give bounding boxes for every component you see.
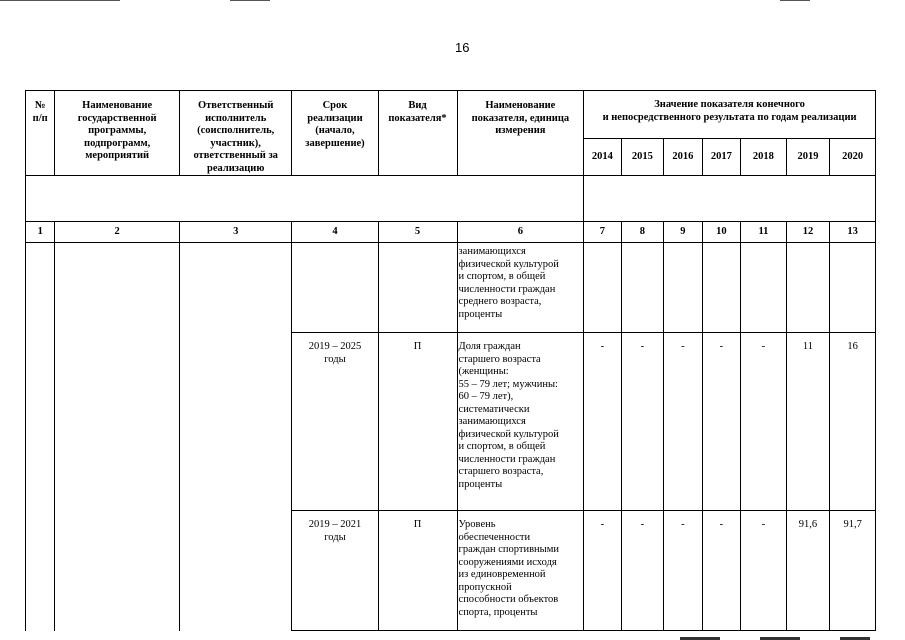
header-spacer — [584, 176, 876, 222]
cell-value: 91,6 — [786, 511, 830, 631]
cell-term — [292, 243, 378, 333]
cell-program — [55, 243, 180, 631]
cell-value — [621, 243, 664, 333]
header-year: 2018 — [741, 138, 787, 175]
cell-term: 2019 – 2021 годы — [292, 511, 378, 631]
cell-value: - — [702, 333, 740, 511]
cell-value: - — [621, 333, 664, 511]
column-number: 6 — [457, 222, 584, 243]
column-number: 11 — [741, 222, 787, 243]
cell-value — [702, 243, 740, 333]
header-year: 2015 — [621, 138, 664, 175]
column-number: 12 — [786, 222, 830, 243]
cell-value — [830, 243, 876, 333]
cell-executor — [179, 243, 291, 631]
cell-type: П — [378, 333, 457, 511]
cell-value: 11 — [786, 333, 830, 511]
header-term: Срок реализации (начало, завершение) — [292, 91, 378, 176]
header-year: 2014 — [584, 138, 621, 175]
cell-type — [378, 243, 457, 333]
cell-value — [741, 243, 787, 333]
cell-indicator: Доля граждан старшего возраста (женщины: 55 – 79 лет; мужчины: 60 – 79 лет), систематически занимающихся физической культурой и спортом, в общей численности граждан старшего возраста, проценты — [457, 333, 584, 511]
cell-value — [786, 243, 830, 333]
column-number: 13 — [830, 222, 876, 243]
cell-value: - — [584, 333, 621, 511]
column-number: 3 — [179, 222, 291, 243]
header-indicator: Наименование показателя, единица измерения — [457, 91, 584, 176]
header-type: Вид показателя* — [378, 91, 457, 176]
cell-value — [584, 243, 621, 333]
cell-value: - — [621, 511, 664, 631]
column-number: 9 — [664, 222, 702, 243]
cell-value: - — [664, 333, 702, 511]
cell-term: 2019 – 2025 годы — [292, 333, 378, 511]
cell-value: 91,7 — [830, 511, 876, 631]
table-row — [26, 243, 876, 333]
column-number: 5 — [378, 222, 457, 243]
cell-num — [26, 243, 55, 631]
header-executor: Ответственный исполнитель (соисполнитель, участник), ответственный за реализацию — [179, 91, 291, 176]
column-number: 2 — [55, 222, 180, 243]
column-number: 4 — [292, 222, 378, 243]
header-year: 2016 — [664, 138, 702, 175]
indicators-table — [25, 90, 876, 631]
top-edge-line — [780, 0, 810, 1]
cell-indicator: Уровень обеспеченности граждан спортивными сооружениями исходя из единовременной пропускной способности объектов спорта, проценты — [457, 511, 584, 631]
column-number-row — [26, 222, 876, 243]
cell-value: - — [664, 511, 702, 631]
cell-value: 16 — [830, 333, 876, 511]
header-row — [26, 91, 876, 139]
cell-value: - — [741, 511, 787, 631]
top-edge-line — [0, 0, 120, 1]
cell-value: - — [741, 333, 787, 511]
column-number: 8 — [621, 222, 664, 243]
header-year: 2017 — [702, 138, 740, 175]
column-number: 10 — [702, 222, 740, 243]
page-number: 16 — [455, 40, 470, 55]
cell-indicator: занимающихся физической культурой и спортом, в общей численности граждан среднего возраста, проценты — [457, 243, 584, 333]
header-spacer — [26, 176, 584, 222]
cell-value: - — [584, 511, 621, 631]
cell-type: П — [378, 511, 457, 631]
header-year: 2019 — [786, 138, 830, 175]
header-num: № п/п — [26, 91, 55, 176]
cell-value: - — [702, 511, 740, 631]
header-program: Наименование государственной программы, подпрограмм, мероприятий — [55, 91, 180, 176]
cell-value — [664, 243, 702, 333]
column-number: 1 — [26, 222, 55, 243]
top-edge-line — [230, 0, 270, 1]
header-spacer-row — [26, 176, 876, 222]
header-values-group: Значение показателя конечного и непосредственного результата по годам реализации — [584, 91, 876, 139]
header-year: 2020 — [830, 138, 876, 175]
column-number: 7 — [584, 222, 621, 243]
